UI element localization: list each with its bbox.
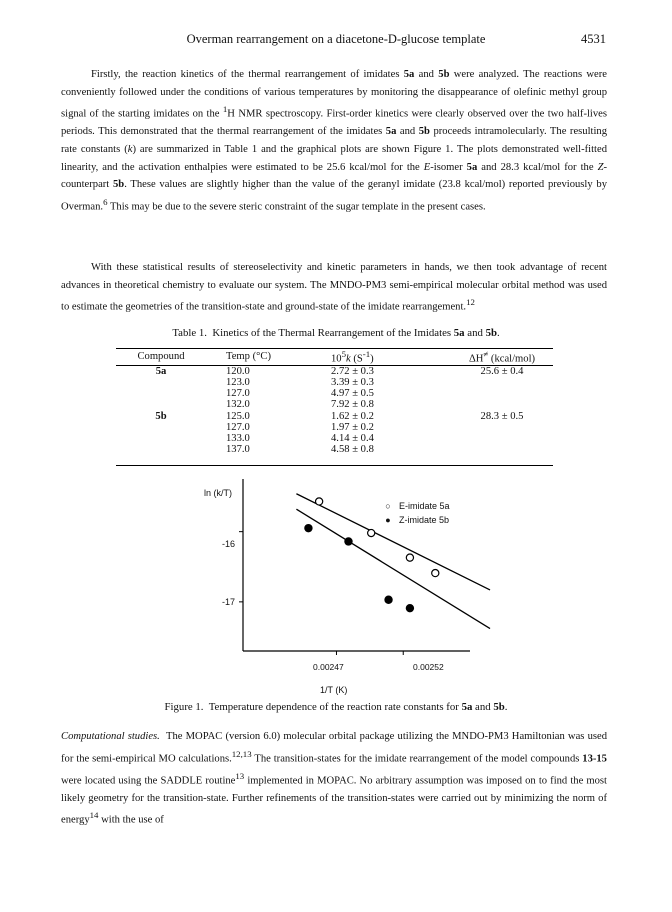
data-point-filled: [345, 538, 352, 545]
cell-enthalpy: 28.3 ± 0.5: [480, 410, 524, 422]
legend-label: Z-imidate 5b: [399, 515, 450, 525]
y-tick-label: -17: [222, 597, 236, 607]
filled-circle-icon: ●: [385, 515, 391, 525]
cell-temp: 132.0: [226, 399, 250, 411]
fit-line-z-imidate: [296, 509, 490, 628]
cell-rate: 3.39 ± 0.3: [331, 376, 374, 388]
cell-temp: 127.0: [226, 388, 250, 400]
legend-label: E-imidate 5a: [399, 501, 450, 511]
header-enthalpy: ΔH≠ (kcal/mol): [451, 349, 553, 366]
cell-temp: 125.0: [226, 410, 250, 422]
cell-compound: 5a: [155, 365, 167, 377]
cell-rate: 4.97 ± 0.5: [331, 388, 374, 400]
running-title: Overman rearrangement on a diacetone-D-glucose template: [186, 32, 486, 46]
cell-enthalpy: 25.6 ± 0.4: [480, 365, 524, 377]
x-tick-label: 0.00247: [313, 662, 344, 672]
table-caption: Table 1. Kinetics of the Thermal Rearrangement of the Imidates 5a and 5b.: [172, 327, 500, 339]
data-point-open: [406, 554, 413, 561]
x-axis-label: 1/T (K): [320, 685, 348, 695]
cell-temp: 127.0: [226, 421, 250, 433]
cell-rate: 1.97 ± 0.2: [331, 421, 374, 433]
header-compound: Compound: [116, 349, 206, 366]
cell-temp: 120.0: [226, 365, 250, 377]
data-point-open: [432, 569, 439, 576]
cell-rate: 2.72 ± 0.3: [331, 365, 374, 377]
x-tick-label: 0.00252: [413, 662, 444, 672]
data-point-open: [368, 529, 375, 536]
legend-item-z-imidate: [383, 515, 449, 525]
header-temp: Temp (°C): [206, 349, 321, 366]
page-number: 4531: [581, 32, 606, 46]
cell-rate: 4.14 ± 0.4: [331, 432, 374, 444]
cell-rate: 1.62 ± 0.2: [331, 410, 374, 422]
paragraph-theory: With these statistical results of stereoselectivity and kinetic parameters in hands, we then took advantage of recent advances in theoretical chemistry to evaluate our system. The MNDO-PM3 semi-empirical molecular orbital method was used to estimate the geometries of the transition-state and ground-state of the imidate rearrangement.$^{12}$: [61, 262, 607, 313]
paragraph-kinetics: Firstly, the reaction kinetics of the thermal rearrangement of imidates 5a and 5b were analyzed. The reactions were conveniently followed under the conditions of various temperatures by monitoring the disappearance of olefinic methyl group signal of the starting imidates on the $^1$H NMR spectroscopy. First-order kinetics were clearly observed over the two half-lives periods. This demonstrated that the thermal rearrangement of the imidates 5a and 5b proceeds intramolecularly. The resulting rate constants (k) are summarized in Table 1 and the graphical plots are shown Figure 1. The plots demonstrated well-fitted linearity, and the activation enthalpies were estimated to be 25.6 kcal/mol for the E-isomer 5a and 28.3 kcal/mol for the Z-counterpart 5b. These values are slightly higher than the value of the geranyl imidate (23.8 kcal/mol) reported previously by Overman.$^6$ This may be due to the severe steric constraint of the sugar template in the present cases.: [61, 69, 607, 213]
header-rate: $10^5k$ $(S^{-1})$: [321, 349, 451, 366]
cell-temp: 123.0: [226, 376, 250, 388]
cell-rate: 7.92 ± 0.8: [331, 399, 374, 411]
paragraph-computational: Computational studies. The MOPAC (version 6.0) molecular orbital package utilizing the MNDO-PM3 Hamiltonian was used for the semi-empirical MO calculations.$^{12,13}$ The transition-states for the imidate rearrangement of the model compounds 13-15 were located using the SADDLE routine$^{13}$ implemented in MOPAC. No arbitrary assumption was imposed on to find the most likely geometry for the transition-state. Further refinements of the transition-states were carried out by minimizing the norm of energy$^{14}$ with the use of: [61, 731, 607, 826]
cell-compound: 5b: [155, 410, 167, 422]
data-point-open: [316, 498, 323, 505]
data-point-filled: [406, 605, 413, 612]
data-point-filled: [305, 525, 312, 532]
open-circle-icon: ○: [385, 501, 391, 511]
data-point-filled: [385, 596, 392, 603]
cell-temp: 133.0: [226, 432, 250, 444]
cell-temp: 137.0: [226, 444, 250, 456]
legend-item-e-imidate: [383, 501, 450, 511]
y-tick-label: -16: [222, 539, 236, 549]
y-axis-label: ln (k/T): [204, 488, 232, 498]
cell-rate: 4.58 ± 0.8: [331, 444, 374, 456]
figure-caption: Figure 1. Temperature dependence of the reaction rate constants for 5a and 5b.: [164, 701, 508, 713]
